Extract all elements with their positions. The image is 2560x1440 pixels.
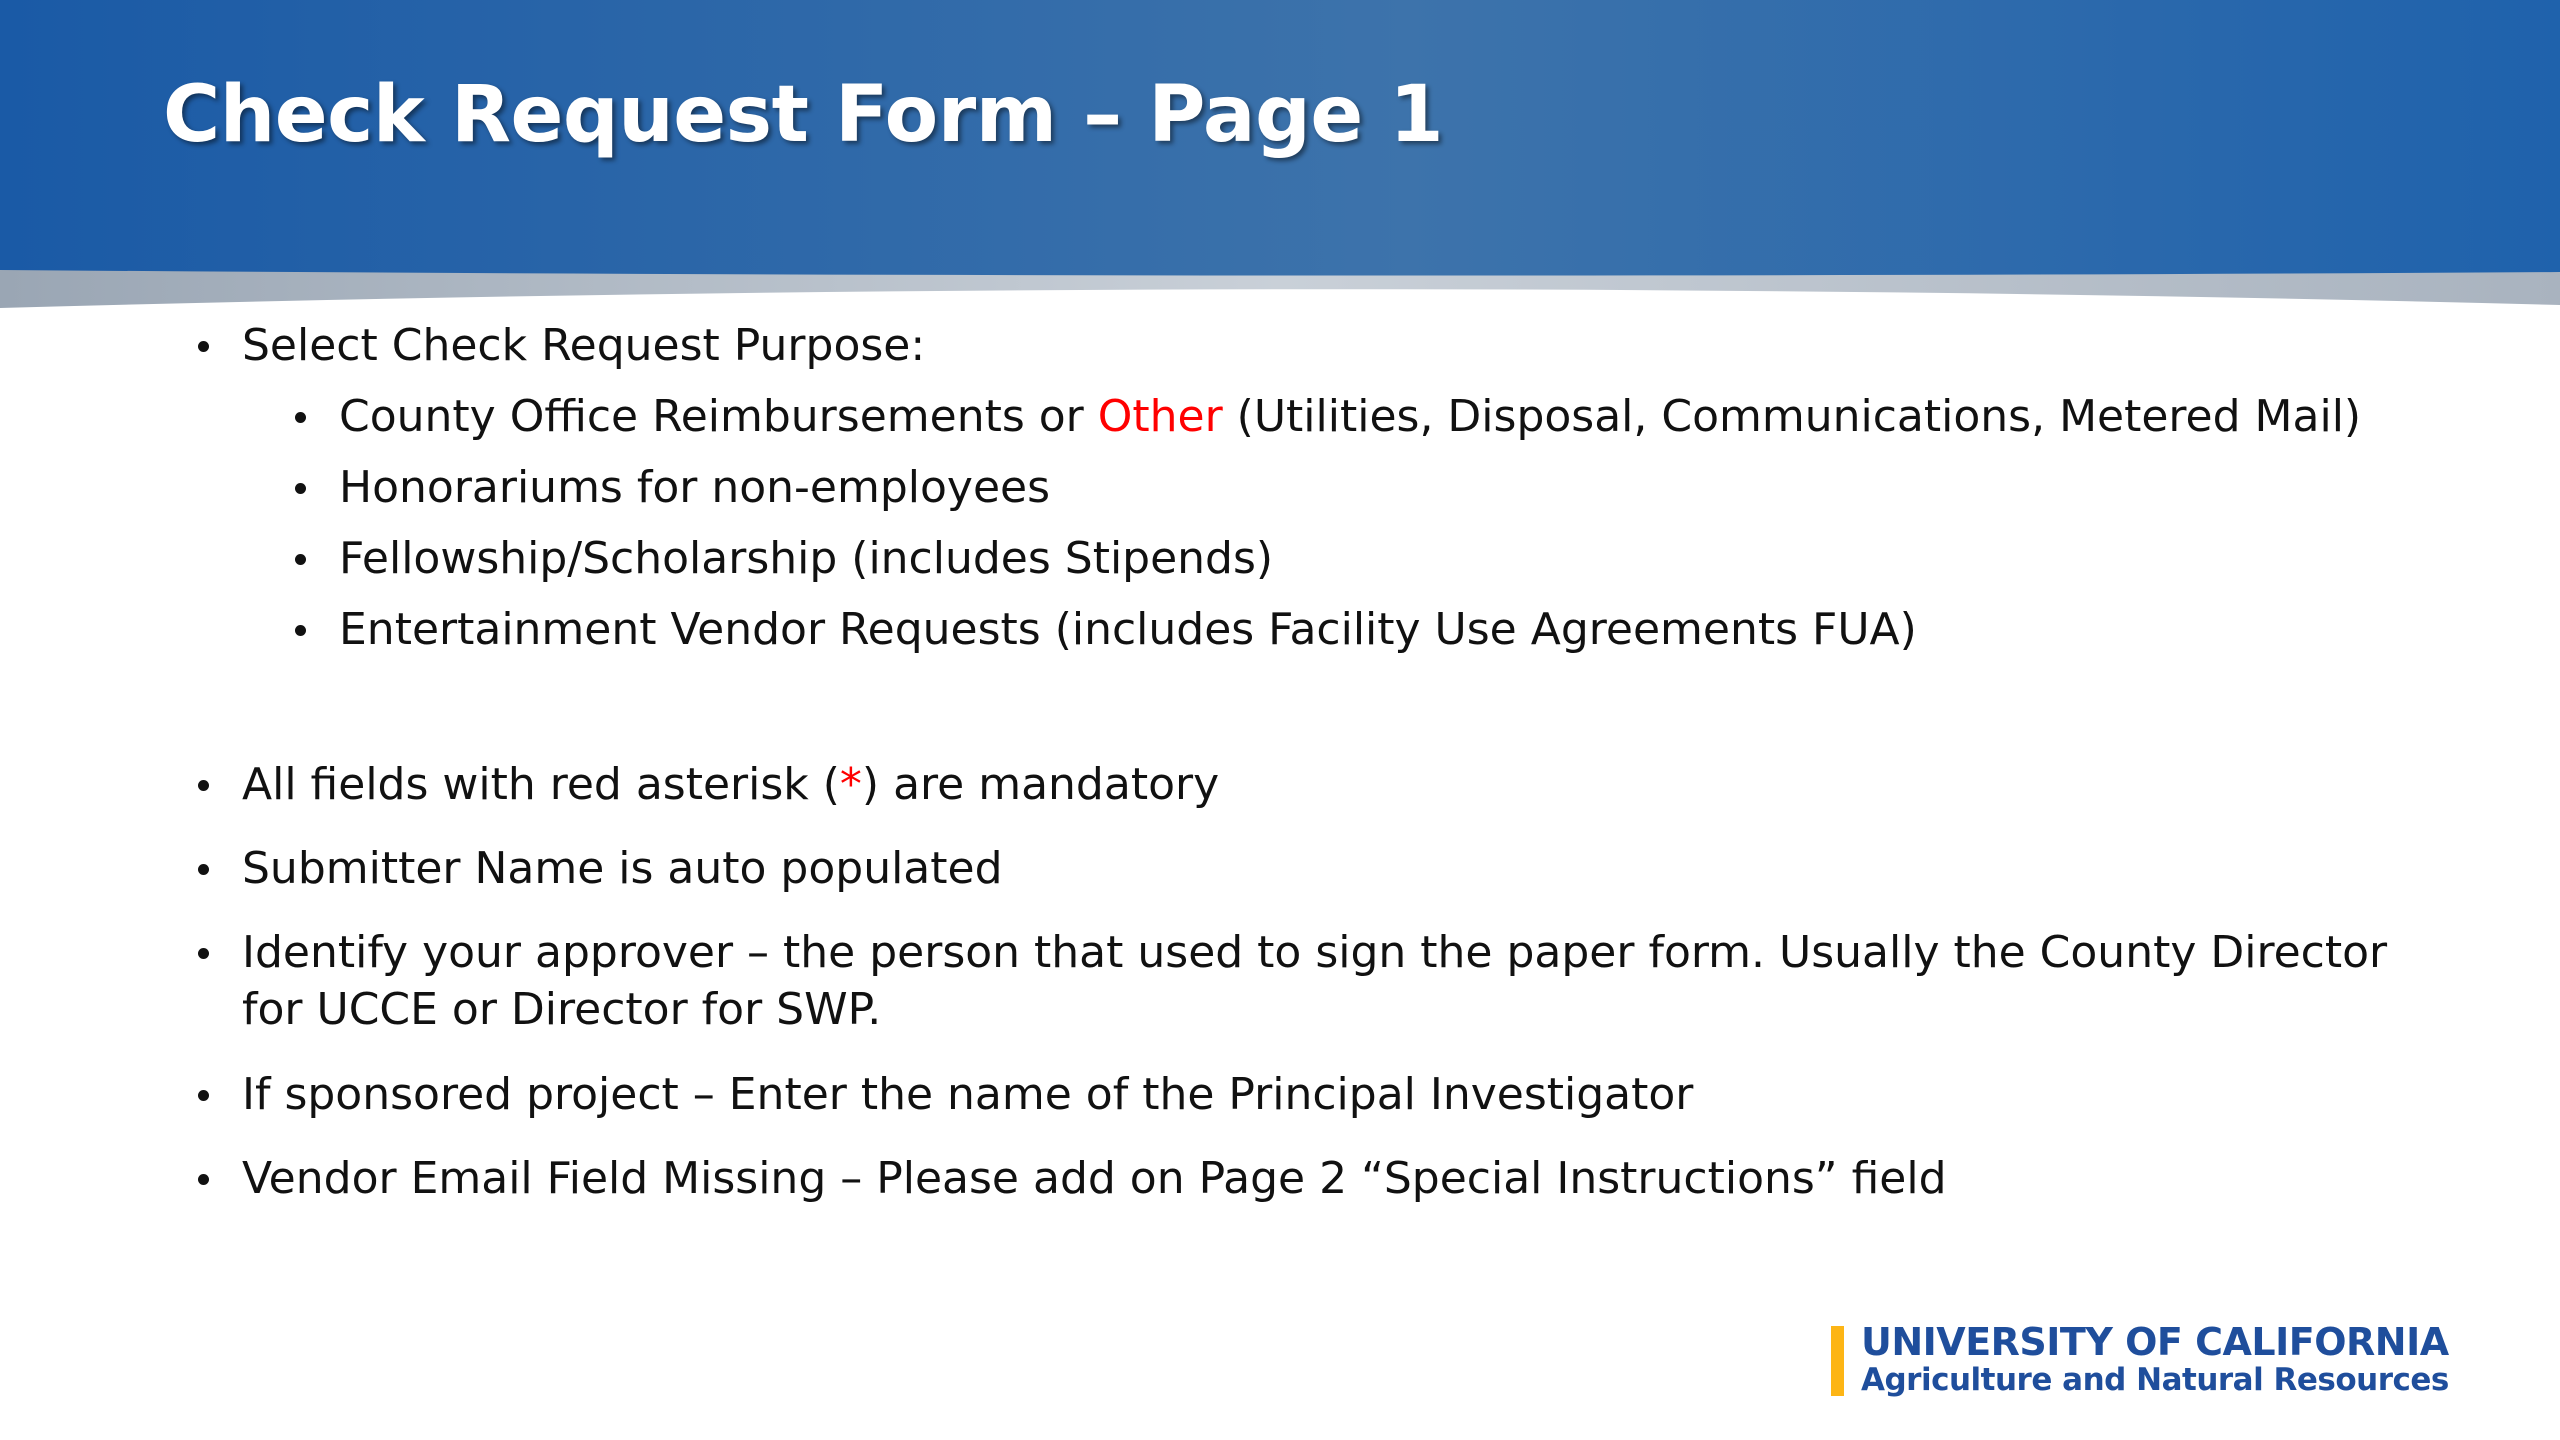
text-part: (Utilities, Disposal, Communications, Metered Mail) (1222, 391, 2362, 442)
bullet-dot (198, 1090, 209, 1101)
uc-anr-logo (1831, 1320, 2449, 1400)
text-part: County Office Reimbursements or (339, 391, 1098, 442)
bullet-dot (198, 780, 209, 791)
bullet-dot (198, 864, 209, 875)
bullet-text: If sponsored project – Enter the name of the Principal Investigator (242, 1069, 1694, 1120)
bullet-text (242, 756, 1219, 814)
bullet-text: Entertainment Vendor Requests (includes Facility Use Agreements FUA) (339, 604, 1917, 655)
bullet-text: Select Check Request Purpose: (242, 320, 926, 371)
bullet-text: Honorariums for non-employees (339, 462, 1051, 513)
bullet-text: Submitter Name is auto populated (242, 843, 1003, 894)
slide-header (0, 0, 2560, 310)
bullet-dot (198, 341, 209, 352)
highlight-other: Other (1097, 391, 1223, 442)
slide-title: Check Request Form – Page 1 (163, 70, 1444, 160)
bullet-text: Vendor Email Field Missing – Please add on Page 2 “Special Instructions” field (242, 1153, 1947, 1204)
logo-university-of-california: UNIVERSITY OF CALIFORNIA (1861, 1320, 2449, 1364)
bullet-dot (295, 625, 306, 636)
bullet-text-line2: for UCCE or Director for SWP. (242, 984, 882, 1035)
bullet-dot (198, 1174, 209, 1185)
bullet-text-line1: Identify your approver – the person that used to sign the paper form. Usually the County Director (242, 927, 2388, 978)
red-asterisk: * (839, 759, 862, 810)
bullet-dot (295, 554, 306, 565)
text-part: All fields with red asterisk ( (242, 759, 840, 810)
bullet-text (339, 388, 2361, 446)
bullet-dot (198, 948, 209, 959)
text-part: ) are mandatory (861, 759, 1220, 810)
bullet-dot (295, 483, 306, 494)
bullet-dot (295, 412, 306, 423)
logo-agriculture-natural-resources: Agriculture and Natural Resources (1861, 1362, 2449, 1398)
bullet-text: Fellowship/Scholarship (includes Stipends) (339, 533, 1274, 584)
logo-gold-bar (1831, 1326, 1844, 1396)
